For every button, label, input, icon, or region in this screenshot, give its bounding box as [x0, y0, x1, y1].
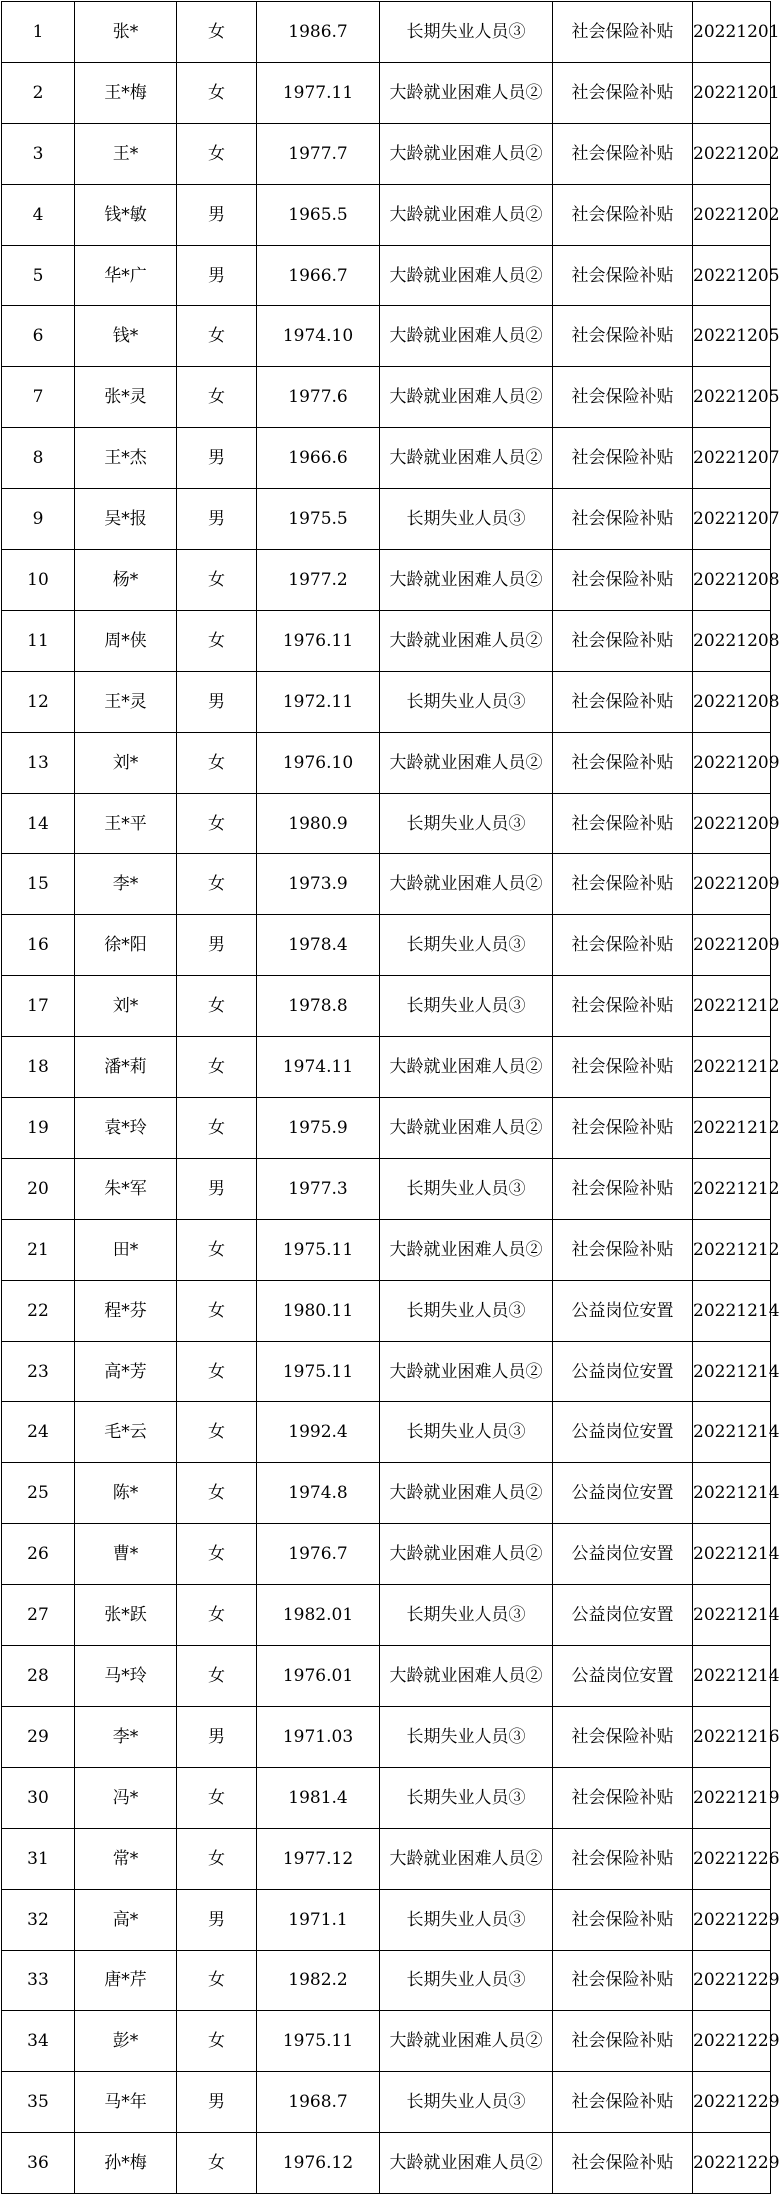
- person-name-cell: 朱*军: [75, 1158, 177, 1219]
- person-name-cell: 钱*: [75, 306, 177, 367]
- person-category-cell: 大龄就业困难人员②: [380, 2133, 553, 2194]
- person-name-cell: 高*: [75, 1889, 177, 1950]
- row-number-cell: 18: [2, 1037, 75, 1098]
- birth-date-cell: 1982.01: [257, 1585, 380, 1646]
- row-number-cell: 4: [2, 184, 75, 245]
- gender-cell: 男: [177, 489, 257, 550]
- subsidy-type-cell: 社会保险补贴: [553, 1706, 693, 1767]
- person-name-cell: 王*: [75, 123, 177, 184]
- subsidy-type-cell: 社会保险补贴: [553, 306, 693, 367]
- person-name-cell: 刘*: [75, 976, 177, 1037]
- person-name-cell: 孙*梅: [75, 2133, 177, 2194]
- person-name-cell: 周*侠: [75, 610, 177, 671]
- subsidy-type-cell: 社会保险补贴: [553, 367, 693, 428]
- person-name-cell: 袁*玲: [75, 1098, 177, 1159]
- birth-date-cell: 1976.11: [257, 610, 380, 671]
- table-row: [2, 245, 771, 306]
- subsidy-type-cell: 社会保险补贴: [553, 489, 693, 550]
- gender-cell: 女: [177, 1828, 257, 1889]
- birth-date-cell: 1966.6: [257, 428, 380, 489]
- birth-date-cell: 1986.7: [257, 2, 380, 63]
- roster-table: [1, 1, 780, 2194]
- record-date-cell: 20221219: [693, 1767, 771, 1828]
- table-row: [2, 1524, 771, 1585]
- record-date-cell: 20221214: [693, 1585, 771, 1646]
- person-name-cell: 刘*: [75, 732, 177, 793]
- row-number-cell: 33: [2, 1950, 75, 2011]
- table-row: [2, 671, 771, 732]
- person-category-cell: 大龄就业困难人员②: [380, 610, 553, 671]
- person-category-cell: 大龄就业困难人员②: [380, 1463, 553, 1524]
- table-row: [2, 1767, 771, 1828]
- record-date-cell: 20221201: [693, 62, 771, 123]
- row-number-cell: 14: [2, 793, 75, 854]
- person-name-cell: 田*: [75, 1219, 177, 1280]
- birth-date-cell: 1974.11: [257, 1037, 380, 1098]
- record-date-cell: 20221214: [693, 1524, 771, 1585]
- row-number-cell: 29: [2, 1706, 75, 1767]
- record-date-cell: 20221226: [693, 1828, 771, 1889]
- subsidy-type-cell: 社会保险补贴: [553, 1767, 693, 1828]
- row-number-cell: 27: [2, 1585, 75, 1646]
- roster-body: [2, 2, 780, 2194]
- subsidy-type-cell: 社会保险补贴: [553, 1219, 693, 1280]
- record-date-cell: 20221209: [693, 854, 771, 915]
- record-date-cell: 20221212: [693, 1037, 771, 1098]
- person-category-cell: 长期失业人员③: [380, 1767, 553, 1828]
- table-row: [2, 123, 771, 184]
- subsidy-type-cell: 社会保险补贴: [553, 2, 693, 63]
- subsidy-type-cell: 公益岗位安置: [553, 1463, 693, 1524]
- table-row: [2, 550, 771, 611]
- subsidy-type-cell: 公益岗位安置: [553, 1341, 693, 1402]
- record-date-cell: 20221209: [693, 915, 771, 976]
- person-name-cell: 潘*莉: [75, 1037, 177, 1098]
- subsidy-type-cell: 社会保险补贴: [553, 184, 693, 245]
- table-row: [2, 2, 771, 63]
- gender-cell: 女: [177, 793, 257, 854]
- gender-cell: 女: [177, 854, 257, 915]
- record-date-cell: 20221209: [693, 732, 771, 793]
- gender-cell: 女: [177, 1767, 257, 1828]
- subsidy-type-cell: 公益岗位安置: [553, 1646, 693, 1707]
- gender-cell: 男: [177, 1706, 257, 1767]
- person-name-cell: 马*年: [75, 2072, 177, 2133]
- birth-date-cell: 1971.1: [257, 1889, 380, 1950]
- subsidy-type-cell: 社会保险补贴: [553, 915, 693, 976]
- table-row: [2, 1889, 771, 1950]
- record-date-cell: 20221207: [693, 489, 771, 550]
- table-row: [2, 854, 771, 915]
- person-category-cell: 长期失业人员③: [380, 1402, 553, 1463]
- birth-date-cell: 1975.9: [257, 1098, 380, 1159]
- birth-date-cell: 1971.03: [257, 1706, 380, 1767]
- table-row: [2, 1828, 771, 1889]
- gender-cell: 女: [177, 1463, 257, 1524]
- row-number-cell: 1: [2, 2, 75, 63]
- record-date-cell: 20221212: [693, 1219, 771, 1280]
- table-row: [2, 915, 771, 976]
- birth-date-cell: 1976.01: [257, 1646, 380, 1707]
- person-name-cell: 张*灵: [75, 367, 177, 428]
- person-category-cell: 大龄就业困难人员②: [380, 2011, 553, 2072]
- person-name-cell: 杨*: [75, 550, 177, 611]
- birth-date-cell: 1972.11: [257, 671, 380, 732]
- person-category-cell: 长期失业人员③: [380, 1706, 553, 1767]
- gender-cell: 女: [177, 367, 257, 428]
- person-category-cell: 长期失业人员③: [380, 671, 553, 732]
- row-number-cell: 13: [2, 732, 75, 793]
- gender-cell: 女: [177, 1219, 257, 1280]
- birth-date-cell: 1975.11: [257, 1219, 380, 1280]
- person-name-cell: 钱*敏: [75, 184, 177, 245]
- person-category-cell: 大龄就业困难人员②: [380, 550, 553, 611]
- table-row: [2, 1158, 771, 1219]
- record-date-cell: 20221229: [693, 1889, 771, 1950]
- row-number-cell: 2: [2, 62, 75, 123]
- record-date-cell: 20221214: [693, 1280, 771, 1341]
- person-name-cell: 李*: [75, 854, 177, 915]
- subsidy-type-cell: 社会保险补贴: [553, 1950, 693, 2011]
- record-date-cell: 20221209: [693, 793, 771, 854]
- subsidy-type-cell: 社会保险补贴: [553, 2011, 693, 2072]
- gender-cell: 女: [177, 2133, 257, 2194]
- gender-cell: 男: [177, 915, 257, 976]
- gender-cell: 女: [177, 1341, 257, 1402]
- person-name-cell: 张*跃: [75, 1585, 177, 1646]
- gender-cell: 女: [177, 2011, 257, 2072]
- table-row: [2, 1037, 771, 1098]
- person-category-cell: 长期失业人员③: [380, 915, 553, 976]
- person-name-cell: 唐*芹: [75, 1950, 177, 2011]
- person-category-cell: 大龄就业困难人员②: [380, 854, 553, 915]
- person-category-cell: 大龄就业困难人员②: [380, 1524, 553, 1585]
- table-row: [2, 1463, 771, 1524]
- row-number-cell: 6: [2, 306, 75, 367]
- birth-date-cell: 1992.4: [257, 1402, 380, 1463]
- record-date-cell: 20221208: [693, 550, 771, 611]
- gender-cell: 男: [177, 671, 257, 732]
- person-name-cell: 冯*: [75, 1767, 177, 1828]
- person-category-cell: 长期失业人员③: [380, 793, 553, 854]
- subsidy-type-cell: 社会保险补贴: [553, 854, 693, 915]
- record-date-cell: 20221208: [693, 671, 771, 732]
- row-number-cell: 15: [2, 854, 75, 915]
- person-category-cell: 长期失业人员③: [380, 2, 553, 63]
- gender-cell: 女: [177, 1280, 257, 1341]
- record-date-cell: 20221212: [693, 1158, 771, 1219]
- gender-cell: 女: [177, 1950, 257, 2011]
- table-row: [2, 793, 771, 854]
- record-date-cell: 20221229: [693, 1950, 771, 2011]
- birth-date-cell: 1975.11: [257, 2011, 380, 2072]
- gender-cell: 男: [177, 428, 257, 489]
- person-category-cell: 大龄就业困难人员②: [380, 1828, 553, 1889]
- person-category-cell: 长期失业人员③: [380, 1585, 553, 1646]
- gender-cell: 女: [177, 1646, 257, 1707]
- row-number-cell: 30: [2, 1767, 75, 1828]
- row-number-cell: 19: [2, 1098, 75, 1159]
- subsidy-type-cell: 社会保险补贴: [553, 62, 693, 123]
- subsidy-type-cell: 社会保险补贴: [553, 1828, 693, 1889]
- row-number-cell: 9: [2, 489, 75, 550]
- row-number-cell: 31: [2, 1828, 75, 1889]
- person-name-cell: 华*广: [75, 245, 177, 306]
- subsidy-type-cell: 社会保险补贴: [553, 1158, 693, 1219]
- table-row: [2, 428, 771, 489]
- table-row: [2, 1402, 771, 1463]
- gender-cell: 女: [177, 1098, 257, 1159]
- person-category-cell: 大龄就业困难人员②: [380, 184, 553, 245]
- table-row: [2, 1098, 771, 1159]
- table-row: [2, 367, 771, 428]
- subsidy-type-cell: 社会保险补贴: [553, 123, 693, 184]
- record-date-cell: 20221202: [693, 123, 771, 184]
- birth-date-cell: 1978.4: [257, 915, 380, 976]
- subsidy-type-cell: 社会保险补贴: [553, 2133, 693, 2194]
- birth-date-cell: 1976.7: [257, 1524, 380, 1585]
- table-row: [2, 1219, 771, 1280]
- subsidy-type-cell: 社会保险补贴: [553, 671, 693, 732]
- person-category-cell: 长期失业人员③: [380, 2072, 553, 2133]
- gender-cell: 女: [177, 1402, 257, 1463]
- person-category-cell: 大龄就业困难人员②: [380, 1341, 553, 1402]
- birth-date-cell: 1980.11: [257, 1280, 380, 1341]
- birth-date-cell: 1977.7: [257, 123, 380, 184]
- person-category-cell: 大龄就业困难人员②: [380, 62, 553, 123]
- subsidy-type-cell: 社会保险补贴: [553, 1889, 693, 1950]
- row-number-cell: 11: [2, 610, 75, 671]
- record-date-cell: 20221202: [693, 184, 771, 245]
- person-category-cell: 长期失业人员③: [380, 976, 553, 1037]
- person-category-cell: 大龄就业困难人员②: [380, 367, 553, 428]
- table-row: [2, 1341, 771, 1402]
- table-row: [2, 2072, 771, 2133]
- row-number-cell: 3: [2, 123, 75, 184]
- person-name-cell: 陈*: [75, 1463, 177, 1524]
- person-name-cell: 王*平: [75, 793, 177, 854]
- birth-date-cell: 1977.3: [257, 1158, 380, 1219]
- subsidy-type-cell: 社会保险补贴: [553, 976, 693, 1037]
- birth-date-cell: 1966.7: [257, 245, 380, 306]
- row-number-cell: 10: [2, 550, 75, 611]
- record-date-cell: 20221205: [693, 245, 771, 306]
- row-number-cell: 35: [2, 2072, 75, 2133]
- person-name-cell: 常*: [75, 1828, 177, 1889]
- gender-cell: 女: [177, 550, 257, 611]
- table-row: [2, 306, 771, 367]
- person-name-cell: 毛*云: [75, 1402, 177, 1463]
- person-name-cell: 徐*阳: [75, 915, 177, 976]
- table-row: [2, 1646, 771, 1707]
- record-date-cell: 20221212: [693, 976, 771, 1037]
- gender-cell: 男: [177, 245, 257, 306]
- subsidy-type-cell: 社会保险补贴: [553, 732, 693, 793]
- person-name-cell: 彭*: [75, 2011, 177, 2072]
- person-category-cell: 大龄就业困难人员②: [380, 1219, 553, 1280]
- table-row: [2, 1585, 771, 1646]
- row-number-cell: 7: [2, 367, 75, 428]
- birth-date-cell: 1965.5: [257, 184, 380, 245]
- row-number-cell: 34: [2, 2011, 75, 2072]
- table-row: [2, 184, 771, 245]
- gender-cell: 男: [177, 1889, 257, 1950]
- row-number-cell: 5: [2, 245, 75, 306]
- gender-cell: 男: [177, 2072, 257, 2133]
- gender-cell: 女: [177, 1524, 257, 1585]
- record-date-cell: 20221216: [693, 1706, 771, 1767]
- birth-date-cell: 1976.12: [257, 2133, 380, 2194]
- subsidy-type-cell: 社会保险补贴: [553, 245, 693, 306]
- person-name-cell: 马*玲: [75, 1646, 177, 1707]
- person-name-cell: 王*梅: [75, 62, 177, 123]
- record-date-cell: 20221212: [693, 1098, 771, 1159]
- birth-date-cell: 1978.8: [257, 976, 380, 1037]
- table-row: [2, 1280, 771, 1341]
- subsidy-type-cell: 社会保险补贴: [553, 1037, 693, 1098]
- record-date-cell: 20221229: [693, 2133, 771, 2194]
- birth-date-cell: 1982.2: [257, 1950, 380, 2011]
- subsidy-type-cell: 社会保险补贴: [553, 793, 693, 854]
- gender-cell: 女: [177, 2, 257, 63]
- birth-date-cell: 1977.6: [257, 367, 380, 428]
- row-number-cell: 17: [2, 976, 75, 1037]
- birth-date-cell: 1976.10: [257, 732, 380, 793]
- row-number-cell: 23: [2, 1341, 75, 1402]
- row-number-cell: 12: [2, 671, 75, 732]
- table-row: [2, 489, 771, 550]
- row-number-cell: 8: [2, 428, 75, 489]
- subsidy-type-cell: 社会保险补贴: [553, 428, 693, 489]
- record-date-cell: 20221201: [693, 2, 771, 63]
- table-row: [2, 2011, 771, 2072]
- table-row: [2, 1706, 771, 1767]
- person-category-cell: 大龄就业困难人员②: [380, 306, 553, 367]
- person-name-cell: 张*: [75, 2, 177, 63]
- gender-cell: 男: [177, 184, 257, 245]
- person-category-cell: 长期失业人员③: [380, 1889, 553, 1950]
- row-number-cell: 21: [2, 1219, 75, 1280]
- record-date-cell: 20221214: [693, 1402, 771, 1463]
- record-date-cell: 20221229: [693, 2072, 771, 2133]
- person-category-cell: 大龄就业困难人员②: [380, 1646, 553, 1707]
- person-name-cell: 王*灵: [75, 671, 177, 732]
- table-row: [2, 976, 771, 1037]
- birth-date-cell: 1977.12: [257, 1828, 380, 1889]
- gender-cell: 女: [177, 732, 257, 793]
- gender-cell: 女: [177, 976, 257, 1037]
- birth-date-cell: 1977.11: [257, 62, 380, 123]
- subsidy-type-cell: 社会保险补贴: [553, 1098, 693, 1159]
- record-date-cell: 20221205: [693, 367, 771, 428]
- birth-date-cell: 1980.9: [257, 793, 380, 854]
- row-number-cell: 26: [2, 1524, 75, 1585]
- subsidy-type-cell: 公益岗位安置: [553, 1524, 693, 1585]
- row-number-cell: 25: [2, 1463, 75, 1524]
- gender-cell: 女: [177, 306, 257, 367]
- gender-cell: 女: [177, 1037, 257, 1098]
- person-name-cell: 吴*报: [75, 489, 177, 550]
- row-number-cell: 20: [2, 1158, 75, 1219]
- person-category-cell: 大龄就业困难人员②: [380, 732, 553, 793]
- row-number-cell: 16: [2, 915, 75, 976]
- row-number-cell: 24: [2, 1402, 75, 1463]
- subsidy-type-cell: 社会保险补贴: [553, 2072, 693, 2133]
- row-number-cell: 22: [2, 1280, 75, 1341]
- gender-cell: 女: [177, 1585, 257, 1646]
- birth-date-cell: 1977.2: [257, 550, 380, 611]
- birth-date-cell: 1974.10: [257, 306, 380, 367]
- table-row: [2, 1950, 771, 2011]
- person-name-cell: 高*芳: [75, 1341, 177, 1402]
- birth-date-cell: 1973.9: [257, 854, 380, 915]
- subsidy-type-cell: 公益岗位安置: [553, 1402, 693, 1463]
- row-number-cell: 32: [2, 1889, 75, 1950]
- table-row: [2, 732, 771, 793]
- person-category-cell: 长期失业人员③: [380, 489, 553, 550]
- record-date-cell: 20221214: [693, 1646, 771, 1707]
- gender-cell: 女: [177, 610, 257, 671]
- person-name-cell: 李*: [75, 1706, 177, 1767]
- person-category-cell: 长期失业人员③: [380, 1950, 553, 2011]
- table-row: [2, 610, 771, 671]
- birth-date-cell: 1975.5: [257, 489, 380, 550]
- table-row: [2, 62, 771, 123]
- subsidy-type-cell: 公益岗位安置: [553, 1585, 693, 1646]
- subsidy-type-cell: 公益岗位安置: [553, 1280, 693, 1341]
- person-category-cell: 大龄就业困难人员②: [380, 123, 553, 184]
- record-date-cell: 20221229: [693, 2011, 771, 2072]
- birth-date-cell: 1974.8: [257, 1463, 380, 1524]
- gender-cell: 男: [177, 1158, 257, 1219]
- person-name-cell: 曹*: [75, 1524, 177, 1585]
- person-category-cell: 大龄就业困难人员②: [380, 1037, 553, 1098]
- birth-date-cell: 1981.4: [257, 1767, 380, 1828]
- birth-date-cell: 1975.11: [257, 1341, 380, 1402]
- subsidy-type-cell: 社会保险补贴: [553, 550, 693, 611]
- person-name-cell: 程*芬: [75, 1280, 177, 1341]
- record-date-cell: 20221214: [693, 1463, 771, 1524]
- person-category-cell: 大龄就业困难人员②: [380, 1098, 553, 1159]
- row-number-cell: 28: [2, 1646, 75, 1707]
- person-category-cell: 大龄就业困难人员②: [380, 428, 553, 489]
- record-date-cell: 20221205: [693, 306, 771, 367]
- gender-cell: 女: [177, 123, 257, 184]
- person-category-cell: 长期失业人员③: [380, 1158, 553, 1219]
- row-number-cell: 36: [2, 2133, 75, 2194]
- record-date-cell: 20221214: [693, 1341, 771, 1402]
- subsidy-type-cell: 社会保险补贴: [553, 610, 693, 671]
- record-date-cell: 20221208: [693, 610, 771, 671]
- birth-date-cell: 1968.7: [257, 2072, 380, 2133]
- table-row: [2, 2133, 771, 2194]
- person-category-cell: 长期失业人员③: [380, 1280, 553, 1341]
- record-date-cell: 20221207: [693, 428, 771, 489]
- person-category-cell: 大龄就业困难人员②: [380, 245, 553, 306]
- gender-cell: 女: [177, 62, 257, 123]
- person-name-cell: 王*杰: [75, 428, 177, 489]
